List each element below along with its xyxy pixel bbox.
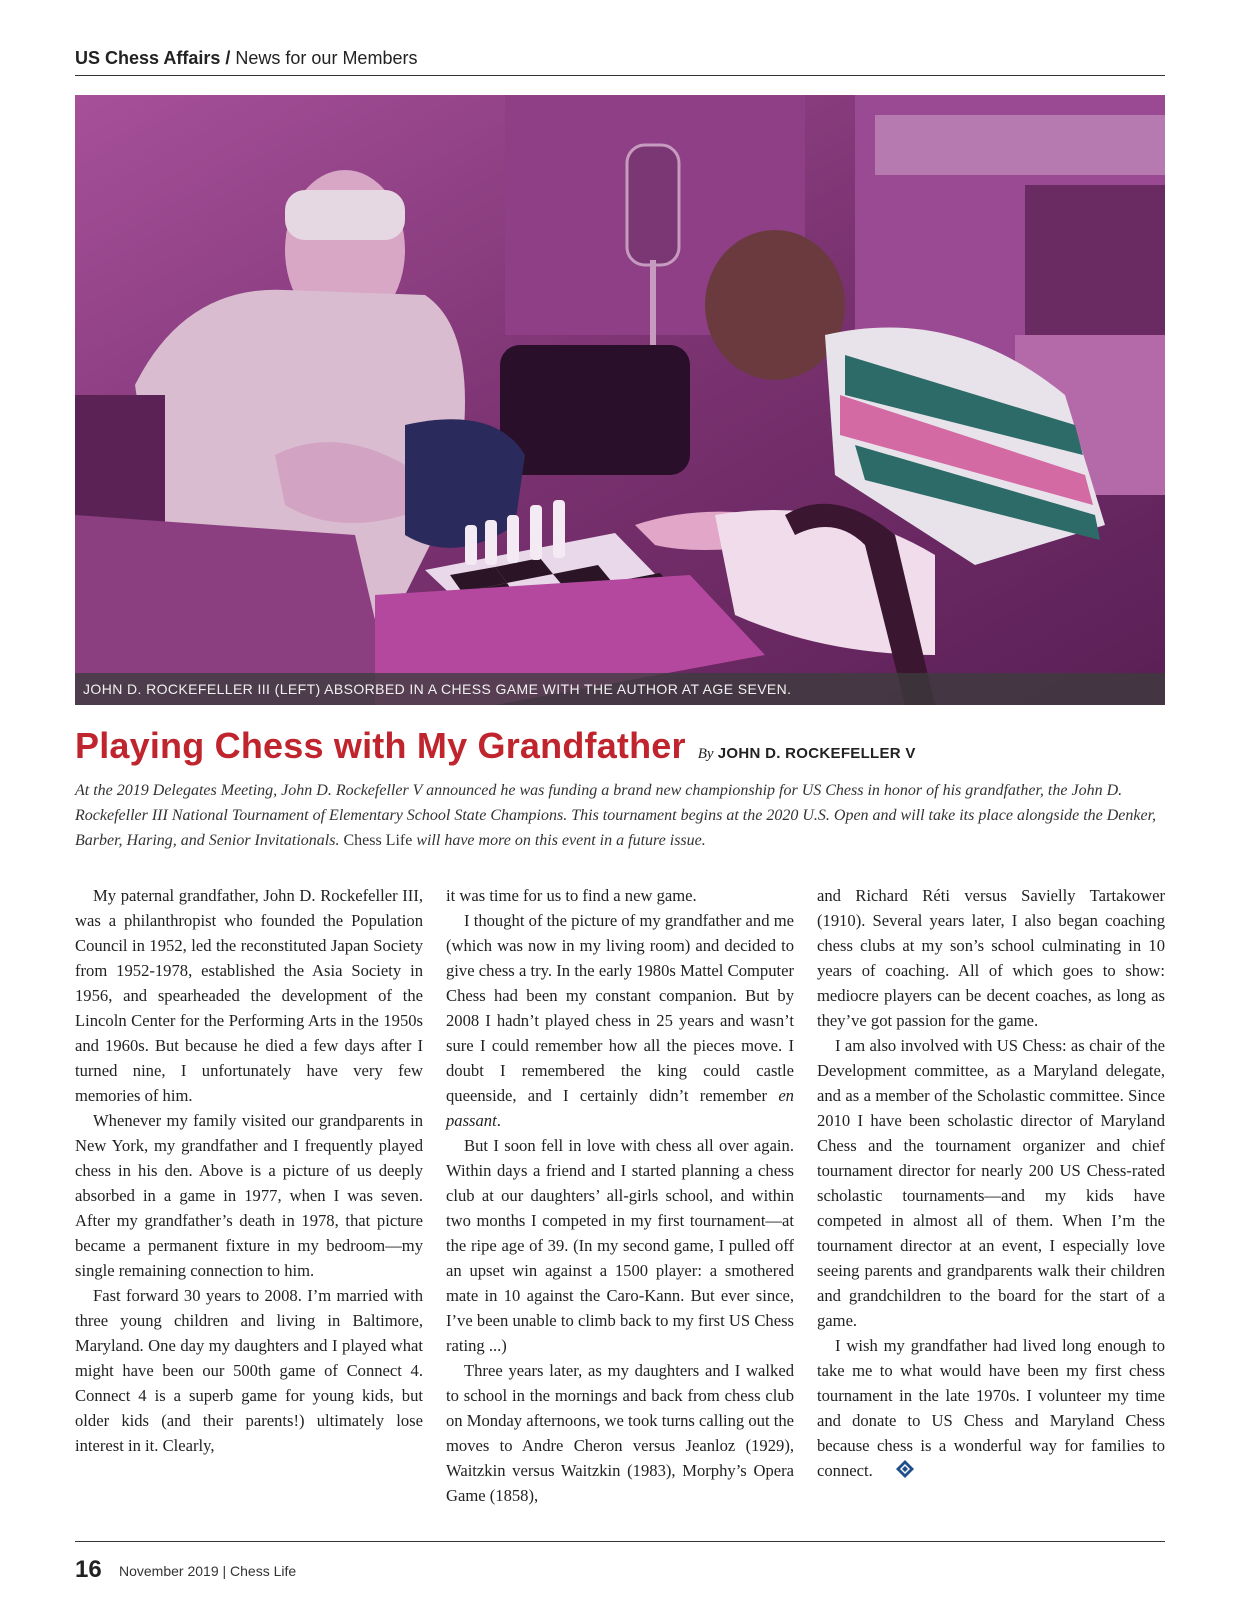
paragraph [817, 1333, 1165, 1486]
column-3 [817, 883, 1165, 1486]
paragraph: Fast forward 30 years to 2008. I’m married with three young children and living in Baltimore, Maryland. One day my daughters and I played what might have been our 500th game of Connect 4. Connect 4 is a superb game for young kids, but older kids (and their parents!) ultimately lose interest in it. Clearly, [75, 1286, 423, 1455]
page-footer [75, 1541, 1165, 1591]
byline-by: By [697, 746, 714, 762]
article-body [75, 883, 1165, 1523]
article-title: Playing Chess with My Grandfather [75, 725, 686, 766]
paragraph [446, 908, 794, 1133]
paragraph-end: . [496, 1111, 501, 1130]
en-passant-term: en passant [446, 1086, 794, 1130]
photo-illustration [75, 95, 1165, 705]
paragraph: My paternal grandfather, John D. Rockefeller III, was a philanthropist who founded the Population Council in 1952, led the reconstituted Japan Society from 1952-1978, established the Asia Society in 1956, and spearheaded the development of the Lincoln Center for the Performing Arts in the 1950s and 1960s. But because he died a few days after I turned nine, I unfortunately have very few memories of him. [75, 886, 423, 1105]
paragraph: I am also involved with US Chess: as chair of the Development committee, as a Maryland delegate, and as a member of the Scholastic committee. Since 2010 I have been scholastic director of Maryland Chess and the tournament organizer and chief tournament director for nearly 200 US Chess-rated scholastic tournaments—and my kids have competed in almost all of them. When I’m the tournament director at an event, I especially love seeing parents and grandparents walk their children and grandchildren to the board for the start of a game. [817, 1036, 1165, 1330]
paragraph-text: I wish my grandfather had lived long enough to take me to what would have been my first chess tournament in the late 1970s. I volunteer my time and donate to US Chess and Maryland Chess because chess is a wonderful way for families to connect. [817, 1336, 1165, 1480]
article-photo [75, 95, 1165, 705]
title-row [75, 725, 1165, 769]
subsection-label: News for our Members [235, 48, 418, 68]
column-2 [446, 883, 794, 1508]
column-1 [75, 883, 423, 1458]
byline-author: JOHN D. ROCKEFELLER V [717, 745, 916, 762]
article-intro [75, 778, 1165, 853]
paragraph: Whenever my family visited our grandparents in New York, my grandfather and I frequently played chess in his den. Above is a picture of us deeply absorbed in a game in 1977, when I was seven. After my grandfather’s death in 1978, that picture became a permanent fixture in my bedroom—my single remaining connection to him. [75, 1111, 423, 1280]
paragraph-continued: it was time for us to find a new game. [446, 886, 697, 905]
end-of-article-icon [877, 1459, 915, 1486]
paragraph-continued: and Richard Réti versus Savielly Tartakower (1910). Several years later, I also began coaching chess clubs at my son’s school culminating in 10 years of coaching. All of which goes to show: mediocre players can be decent coaches, as long as they’ve got passion for the game. [817, 886, 1165, 1030]
paragraph-text: I thought of the picture of my grandfather and me (which was now in my living room) and decided to give chess a try. In the early 1980s Mattel Computer Chess had been my constant companion. But by 2008 I hadn’t played chess in 25 years and wasn’t sure I could remember how all the pieces move. I doubt I remembered the king could castle queenside, and I certainly didn’t remember [446, 911, 794, 1105]
intro-text: At the 2019 Delegates Meeting, John D. Rockefeller V announced he was funding a brand new championship for US Chess in honor of his grandfather, the John D. Rockefeller III National Tournament of Elementary School State Champions. This tournament begins at the 2020 U.S. Open and will take its place alongside the Denker, Barber, Haring, and Senior Invitationals. [75, 782, 1157, 849]
page-number: 16 [75, 1556, 102, 1583]
intro-publication: Chess Life [343, 832, 413, 849]
paragraph: Three years later, as my daughters and I walked to school in the mornings and back from chess club on Monday afternoons, we took turns calling out the moves to Andre Cheron versus Jeanloz (1929), Waitzkin versus Waitzkin (1983), Morphy’s Opera Game (1858), [446, 1361, 794, 1505]
section-label: US Chess Affairs / [75, 48, 231, 68]
page-header [75, 48, 1165, 76]
photo-caption: JOHN D. ROCKEFELLER III (LEFT) ABSORBED IN A CHESS GAME WITH THE AUTHOR AT AGE SEVEN. [75, 673, 1165, 705]
paragraph: But I soon fell in love with chess all over again. Within days a friend and I started planning a chess club at our daughters’ all-girls school, and within two months I competed in my first tournament—at the ripe age of 39. (In my second game, I pulled off an upset win against a 1500 player: a smothered mate in 10 against the Caro-Kann. But ever since, I’ve been unable to climb back to my first US Chess rating ...) [446, 1136, 794, 1355]
intro-text-end: will have more on this event in a future issue. [416, 832, 706, 849]
byline [698, 745, 916, 762]
issue-label: November 2019 | Chess Life [119, 1563, 297, 1579]
